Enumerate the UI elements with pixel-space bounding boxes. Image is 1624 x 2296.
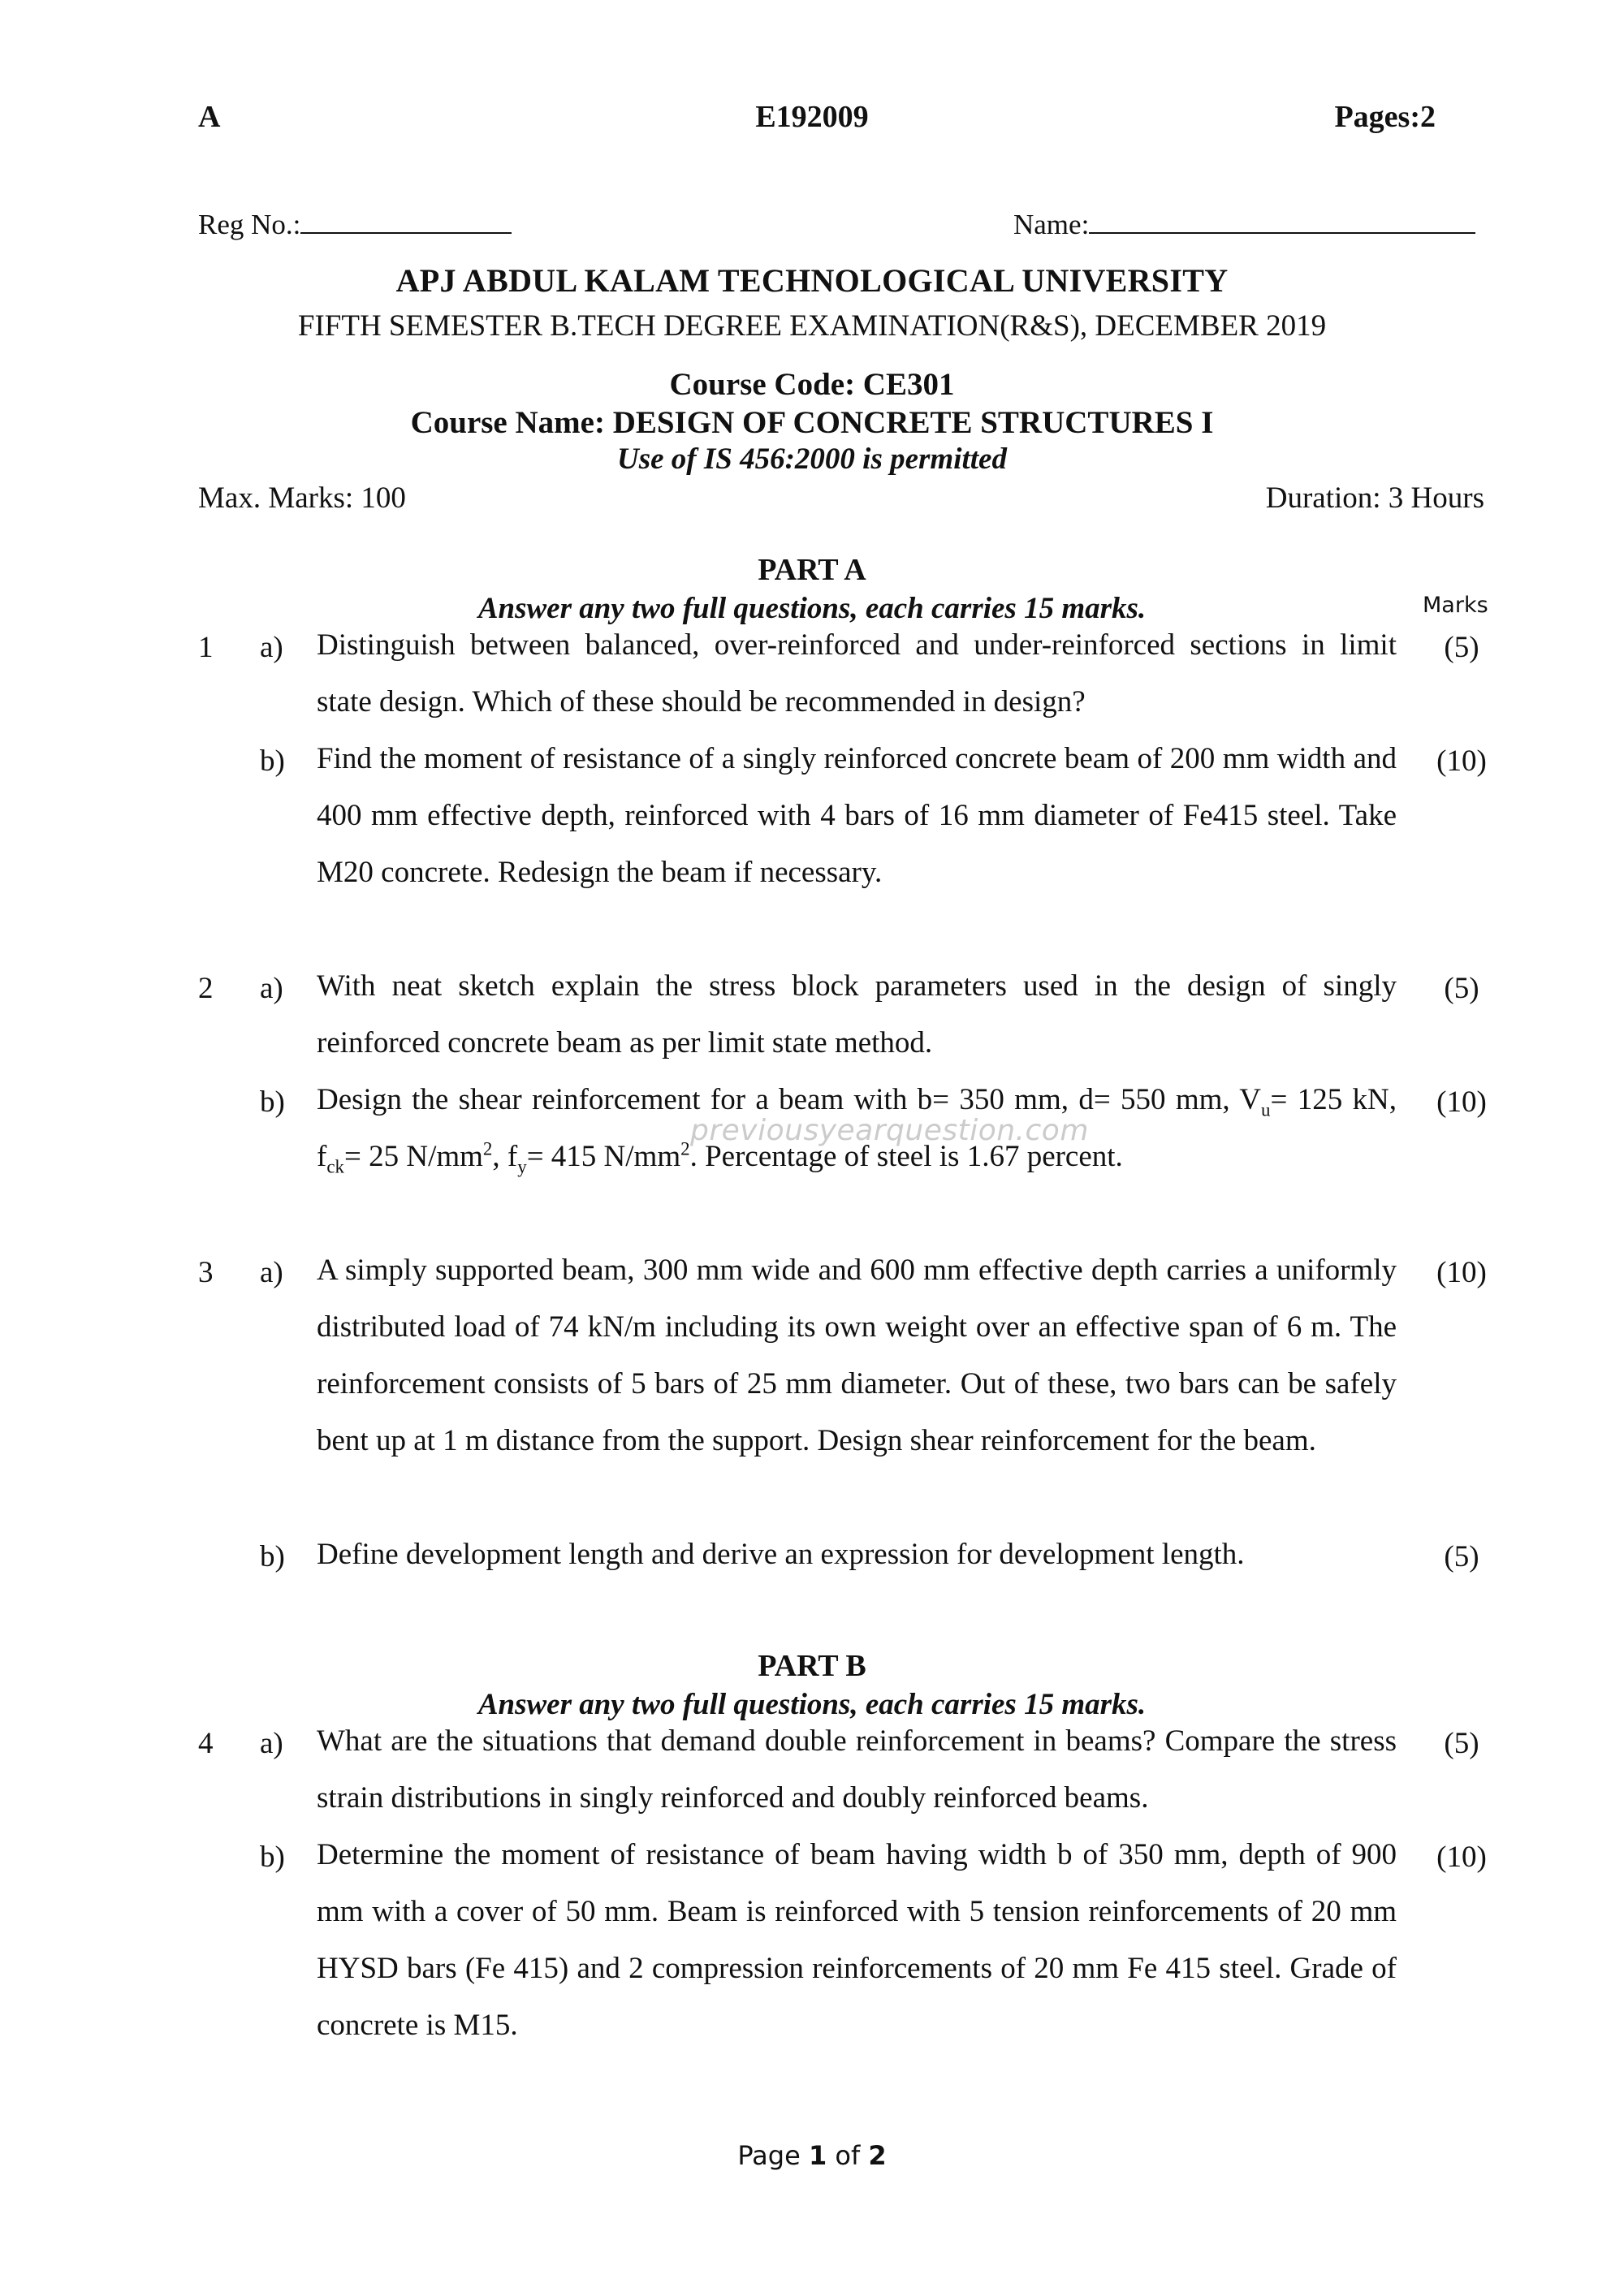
- sub-label: b): [260, 744, 285, 778]
- marks-value: (10): [1436, 1841, 1487, 1874]
- marks-value: (5): [1444, 972, 1479, 1005]
- part-a-title: PART A: [758, 553, 866, 587]
- marks-value: (5): [1444, 1540, 1479, 1573]
- question-text: Find the moment of resistance of a singly reinforced concrete beam of 200 mm width and 400 mm effective depth, reinforced with 4 bars of 16 mm diameter of Fe415 steel. Take M20 concrete. Redesign the beam if necessary.: [317, 742, 1397, 889]
- part-a-instruction: Answer any two full questions, each carries 15 marks.: [477, 592, 1147, 625]
- duration: Duration: 3 Hours: [1265, 481, 1484, 515]
- sub-label: a): [260, 631, 283, 664]
- sub-label: a): [260, 1256, 283, 1289]
- marks-value: (5): [1444, 1727, 1479, 1760]
- course-code: Course Code: CE301: [669, 367, 955, 402]
- paper-code: E192009: [755, 100, 869, 134]
- reg-no-blank: [300, 208, 512, 234]
- question-number: 4: [198, 1727, 214, 1760]
- question-number: 1: [198, 631, 214, 664]
- sub-label: b): [260, 1085, 285, 1119]
- reg-no-field: [198, 208, 512, 241]
- max-marks: Max. Marks: 100: [198, 481, 406, 515]
- part-b-title: PART B: [758, 1649, 866, 1683]
- question-text: Define development length and derive an expression for development length.: [317, 1538, 1245, 1571]
- question-text: Determine the moment of resistance of beam having width b of 350 mm, depth of 900 mm with a cover of 50 mm. Beam is reinforced with 5 tension reinforcements of 20 mm HYSD bars (Fe 415) and 2 compression reinforcements of 20 mm Fe 415 steel. Grade of concrete is M15.: [317, 1838, 1397, 2042]
- question-text: What are the situations that demand double reinforcement in beams? Compare the stress strain distributions in singly reinforced and doubly reinforced beams.: [317, 1724, 1397, 1815]
- set-label: A: [198, 100, 221, 134]
- pages-count: Pages:2: [1334, 100, 1436, 134]
- question-text: A simply supported beam, 300 mm wide and 600 mm effective depth carries a uniformly distributed load of 74 kN/m including its own weight over an effective span of 6 m. The reinforcement consists of 5 bars of 25 mm diameter. Out of these, two bars can be safely bent up at 1 m distance from the support. Design shear reinforcement for the beam.: [317, 1254, 1397, 1457]
- question-text: Distinguish between balanced, over-reinforced and under-reinforced sections in limit state design. Which of these should be recommended in design?: [317, 628, 1397, 719]
- sub-label: b): [260, 1841, 285, 1874]
- course-name: Course Name: DESIGN OF CONCRETE STRUCTURES I: [410, 405, 1214, 440]
- sub-label: a): [260, 972, 283, 1005]
- reg-no-label: Reg No.:: [198, 209, 301, 240]
- name-blank: [1089, 208, 1475, 234]
- exam-title: FIFTH SEMESTER B.TECH DEGREE EXAMINATION(R&S), DECEMBER 2019: [297, 309, 1327, 343]
- sub-label: a): [260, 1727, 283, 1760]
- marks-value: (10): [1436, 1085, 1487, 1119]
- question-text: Design the shear reinforcement for a beam with b= 350 mm, d= 550 mm, $V_u= 125$ kN, $f_{ck}= 25$ $N/mm^2$, $f_y= 415$ $N/mm^2$. Percentage of steel is 1.67 percent.: [317, 1083, 1397, 1177]
- question-text: With neat sketch explain the stress block parameters used in the design of singly reinforced concrete beam as per limit state method.: [317, 969, 1397, 1060]
- university-title: APJ ABDUL KALAM TECHNOLOGICAL UNIVERSITY: [395, 262, 1229, 299]
- marks-value: (10): [1436, 744, 1487, 778]
- part-b-instruction: Answer any two full questions, each carries 15 marks.: [477, 1688, 1147, 1721]
- name-field: [1013, 208, 1475, 241]
- permission-note: Use of IS 456:2000 is permitted: [617, 442, 1007, 476]
- sub-label: b): [260, 1540, 285, 1573]
- marks-value: (10): [1436, 1256, 1487, 1289]
- page-footer: Page 1 of 2: [737, 2140, 887, 2171]
- watermark-text: previousyearquestion.com: [690, 1114, 1089, 1147]
- question-number: 2: [198, 972, 214, 1005]
- marks-value: (5): [1444, 631, 1479, 664]
- name-label: Name:: [1013, 209, 1090, 240]
- marks-column-header: Marks: [1423, 593, 1488, 618]
- question-number: 3: [198, 1256, 214, 1289]
